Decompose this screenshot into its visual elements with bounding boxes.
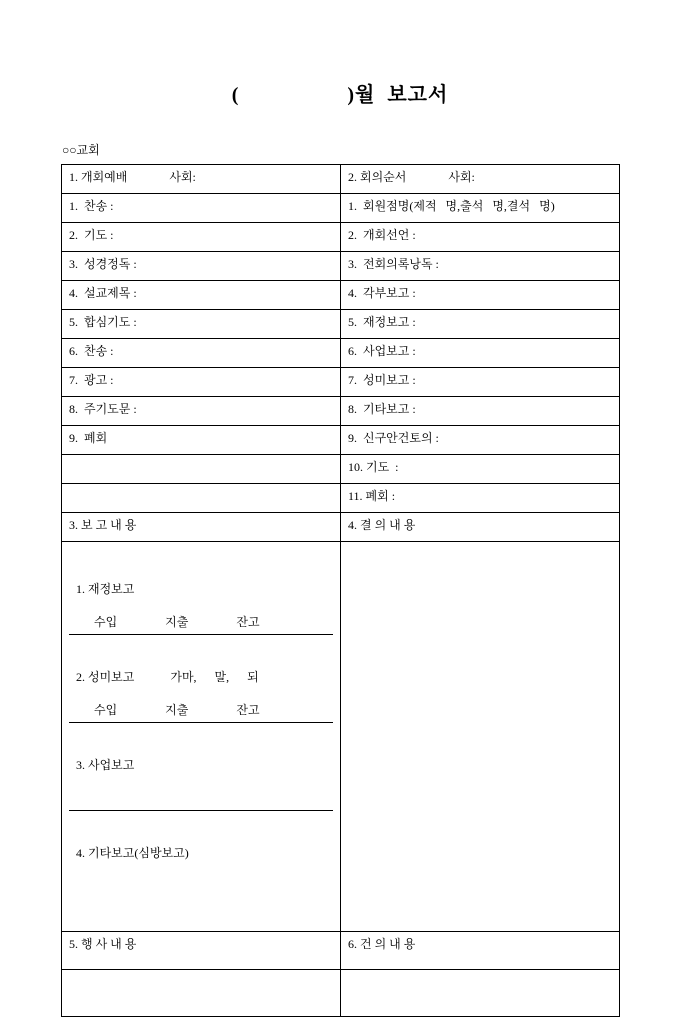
- table-row: [62, 513, 620, 542]
- left-item-cell: 3. 성경정독 :: [62, 252, 341, 281]
- business-report-cell: [69, 753, 333, 811]
- right-item-cell: 6. 사업보고 :: [341, 339, 620, 368]
- table-row: [62, 310, 620, 339]
- table-row: [62, 397, 620, 426]
- left-item-cell: 1. 찬송 :: [62, 194, 341, 223]
- report-section-row: [62, 542, 620, 932]
- left-item-cell: 9. 폐회: [62, 426, 341, 455]
- finance-report-title: 1. 재정보고: [76, 582, 135, 596]
- business-report-title: 3. 사업보고: [76, 758, 135, 772]
- table-row: [62, 368, 620, 397]
- right-item-cell: 1. 회원점명(제적 명,출석 명,결석 명): [341, 194, 620, 223]
- rice-offering-report-title: 2. 성미보고 가마, 말, 되: [76, 670, 259, 684]
- resolution-content-header-cell: 4. 결 의 내 용: [341, 513, 620, 542]
- table-row: [62, 970, 620, 1017]
- report-subcells: [62, 542, 341, 932]
- suggestion-content-header-cell: 6. 건 의 내 용: [341, 932, 620, 970]
- right-item-cell: 11. 폐회 :: [341, 484, 620, 513]
- left-item-cell: 5. 합심기도 :: [62, 310, 341, 339]
- report-content-header-cell: 3. 보 고 내 용: [62, 513, 341, 542]
- right-item-cell: 10. 기도 :: [341, 455, 620, 484]
- suggestion-content-blank-cell: [341, 970, 620, 1017]
- table-row: [62, 484, 620, 513]
- meeting-order-header-cell: 2. 회의순서 사회:: [341, 165, 620, 194]
- right-item-cell: 2. 개회선언 :: [341, 223, 620, 252]
- table-row: [62, 223, 620, 252]
- table-row: [62, 426, 620, 455]
- left-empty-cell: [62, 484, 341, 513]
- other-report-cell: [69, 841, 333, 899]
- table-row: [62, 339, 620, 368]
- right-item-cell: 5. 재정보고 :: [341, 310, 620, 339]
- table-row: [62, 252, 620, 281]
- left-empty-cell: [62, 455, 341, 484]
- opening-worship-header-cell: 1. 개회예배 사회:: [62, 165, 341, 194]
- left-item-cell: 4. 설교제목 :: [62, 281, 341, 310]
- rice-offering-report-columns: 수입 지출 잔고: [76, 703, 260, 717]
- finance-report-cell: [69, 577, 333, 635]
- church-name-label: ○○교회: [62, 143, 100, 157]
- left-item-cell: 7. 광고 :: [62, 368, 341, 397]
- other-report-title: 4. 기타보고(심방보고): [76, 846, 189, 860]
- left-item-cell: 6. 찬송 :: [62, 339, 341, 368]
- event-content-header-cell: 5. 행 사 내 용: [62, 932, 341, 970]
- right-item-cell: 7. 성미보고 :: [341, 368, 620, 397]
- right-item-cell: 3. 전회의록낭독 :: [341, 252, 620, 281]
- left-item-cell: 2. 기도 :: [62, 223, 341, 252]
- document-title: ( )월 보고서: [231, 84, 449, 106]
- rice-offering-report-cell: [69, 665, 333, 723]
- table-row: [62, 281, 620, 310]
- right-item-cell: 4. 각부보고 :: [341, 281, 620, 310]
- right-item-cell: 9. 신구안건토의 :: [341, 426, 620, 455]
- table-row: [62, 194, 620, 223]
- finance-report-columns: 수입 지출 잔고: [76, 615, 260, 629]
- table-row: [62, 932, 620, 970]
- left-item-cell: 8. 주기도문 :: [62, 397, 341, 426]
- report-form-table: [61, 164, 620, 1017]
- right-item-cell: 8. 기타보고 :: [341, 397, 620, 426]
- resolution-content-cell: [341, 542, 620, 932]
- table-row: [62, 165, 620, 194]
- table-row: [62, 455, 620, 484]
- event-content-blank-cell: [62, 970, 341, 1017]
